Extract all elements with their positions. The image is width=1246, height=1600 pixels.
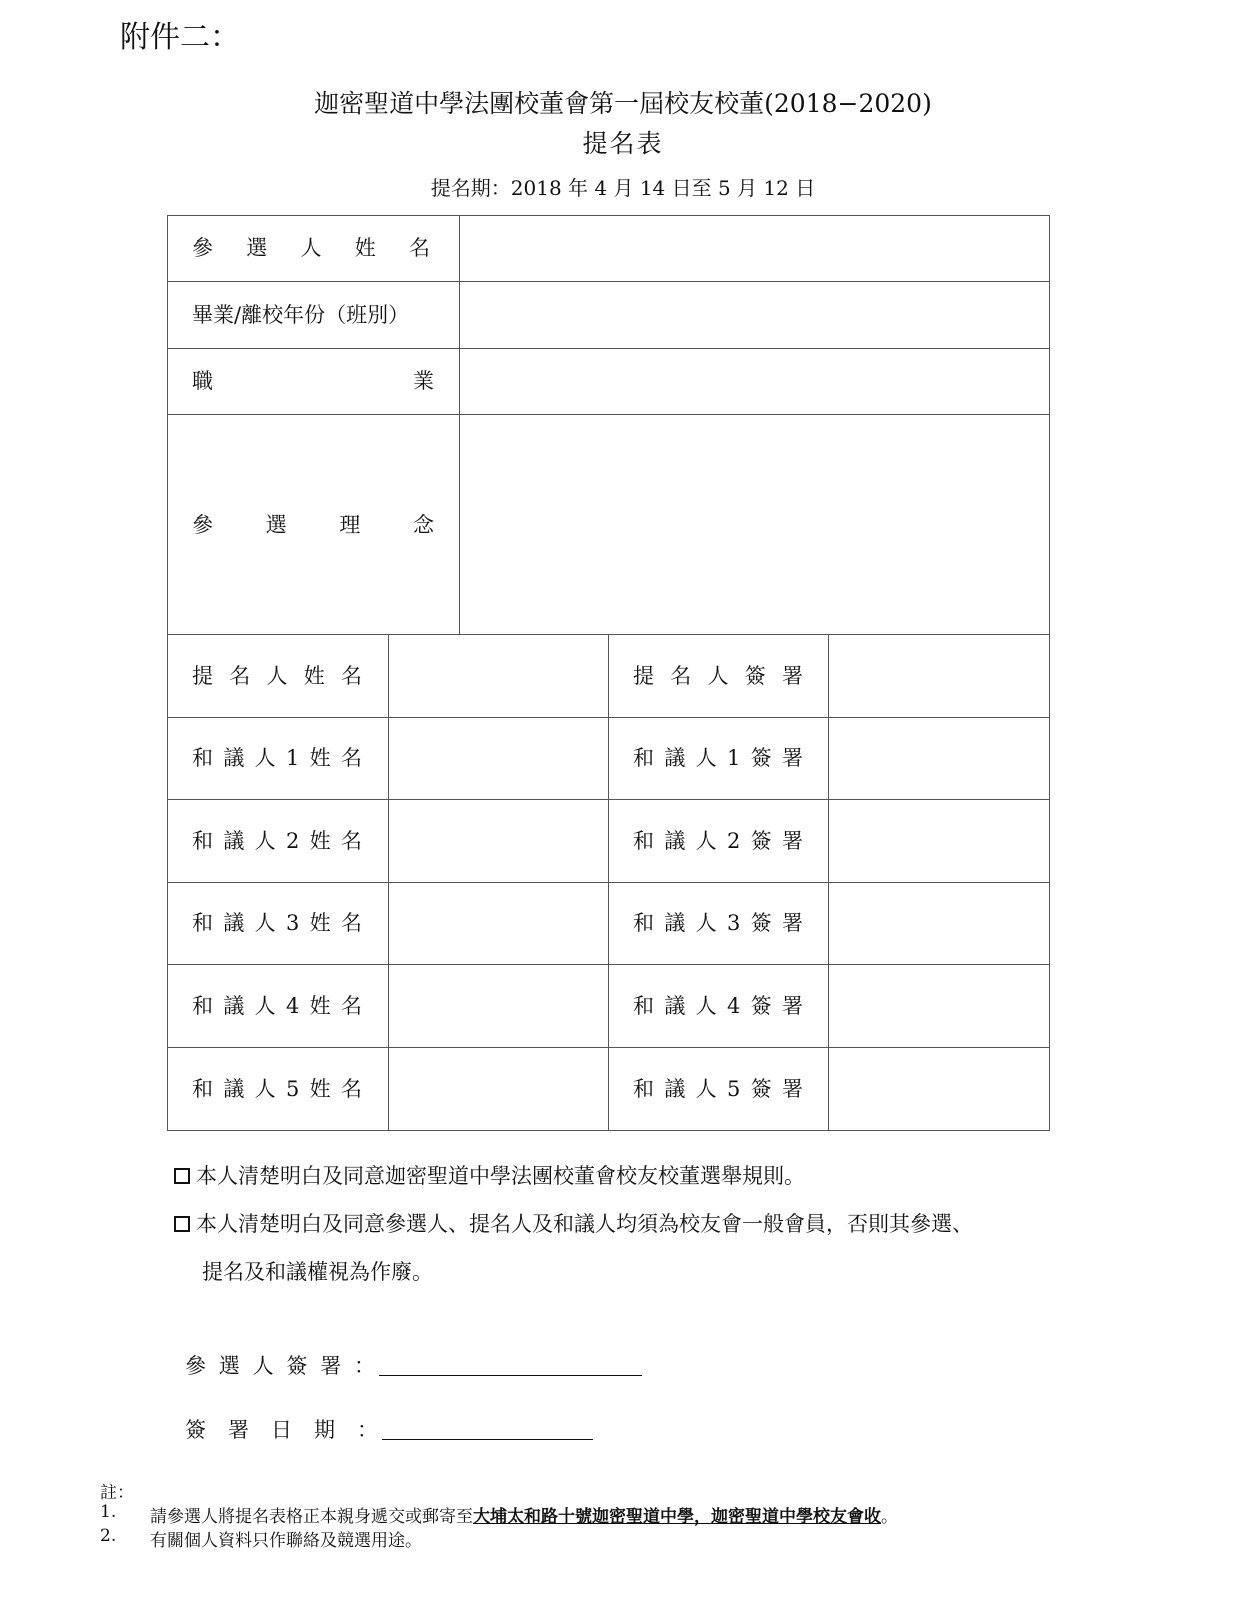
seconder-5-signature-field[interactable] — [831, 1050, 1046, 1127]
nominator-name-field[interactable] — [391, 637, 605, 714]
seconder-4-name-field[interactable] — [391, 967, 605, 1044]
notes-heading: 註： — [100, 1483, 134, 1503]
note-1-end: 。 — [881, 1507, 898, 1527]
seconder-4-signature-field[interactable] — [831, 967, 1046, 1044]
form-title: 迦密聖道中學法團校董會第一屆校友校董(2018−2020) — [314, 89, 932, 118]
nominator-signature-label: 提 名 人 簽 署 — [633, 664, 803, 688]
candidate-signature-label: 參 選 人 簽 署 ： — [185, 1354, 375, 1378]
declaration-2-continuation: 提名及和議權視為作廢。 — [202, 1260, 433, 1284]
seconder-1-name-label: 和 議 人 1 姓 名 — [192, 746, 362, 770]
seconder-5-name-field[interactable] — [391, 1050, 605, 1127]
graduation-year-label: 畢業/離校年份（班別） — [192, 303, 410, 327]
note-1-number: 1. — [100, 1502, 117, 1522]
occupation-label: 職 業 — [192, 369, 434, 393]
note-2-number: 2. — [100, 1526, 117, 1546]
seconder-5-name-label: 和 議 人 5 姓 名 — [192, 1077, 362, 1101]
attachment-label: 附件二： — [120, 20, 240, 55]
candidate-name-field[interactable] — [462, 218, 1047, 278]
form-subtitle: 提名表 — [582, 129, 664, 158]
graduation-year-field[interactable] — [462, 284, 1047, 345]
declaration-1-checkbox[interactable] — [174, 1168, 190, 1184]
declaration-2-checkbox[interactable] — [174, 1216, 190, 1232]
seconder-1-name-field[interactable] — [391, 720, 605, 796]
declaration-2-text: 本人清楚明白及同意參選人、提名人及和議人均須為校友會一般會員，否則其參選、 — [196, 1212, 973, 1236]
seconder-2-signature-field[interactable] — [831, 802, 1046, 879]
occupation-field[interactable] — [462, 351, 1047, 411]
seconder-3-signature-field[interactable] — [831, 885, 1046, 961]
note-2-text: 有關個人資料只作聯絡及競選用途。 — [150, 1531, 422, 1551]
note-1 — [150, 1502, 898, 1527]
declaration-1-text: 本人清楚明白及同意迦密聖道中學法團校董會校友校董選舉規則。 — [196, 1164, 805, 1188]
seconder-2-signature-label: 和 議 人 2 簽 署 — [633, 829, 803, 853]
signature-date-line[interactable] — [382, 1439, 593, 1440]
nominator-signature-field[interactable] — [831, 637, 1046, 714]
signature-date-label: 簽 署 日 期 ： — [185, 1418, 378, 1442]
declaration-1 — [174, 1160, 805, 1190]
seconder-3-name-label: 和 議 人 3 姓 名 — [192, 911, 362, 935]
note-1-text: 請參選人將提名表格正本親身遞交或郵寄至 — [150, 1507, 473, 1527]
seconder-3-signature-label: 和 議 人 3 簽 署 — [633, 911, 803, 935]
seconder-3-name-field[interactable] — [391, 885, 605, 961]
nomination-period: 提名期：2018 年 4 月 14 日至 5 月 12 日 — [430, 176, 816, 200]
philosophy-field[interactable] — [462, 417, 1047, 631]
seconder-2-name-label: 和 議 人 2 姓 名 — [192, 829, 362, 853]
seconder-5-signature-label: 和 議 人 5 簽 署 — [633, 1077, 803, 1101]
nominator-name-label: 提 名 人 姓 名 — [192, 664, 362, 688]
candidate-signature-line[interactable] — [379, 1375, 642, 1376]
seconder-1-signature-field[interactable] — [831, 720, 1046, 796]
candidate-name-label: 參 選 人 姓 名 — [192, 236, 430, 260]
seconder-2-name-field[interactable] — [391, 802, 605, 879]
note-1-address: 大埔太和路十號迦密聖道中學，迦密聖道中學校友會收 — [473, 1507, 881, 1527]
seconder-1-signature-label: 和 議 人 1 簽 署 — [633, 746, 803, 770]
declaration-2 — [174, 1208, 973, 1238]
seconder-4-signature-label: 和 議 人 4 簽 署 — [633, 994, 803, 1018]
philosophy-label: 參 選 理 念 — [192, 513, 434, 537]
seconder-4-name-label: 和 議 人 4 姓 名 — [192, 994, 362, 1018]
